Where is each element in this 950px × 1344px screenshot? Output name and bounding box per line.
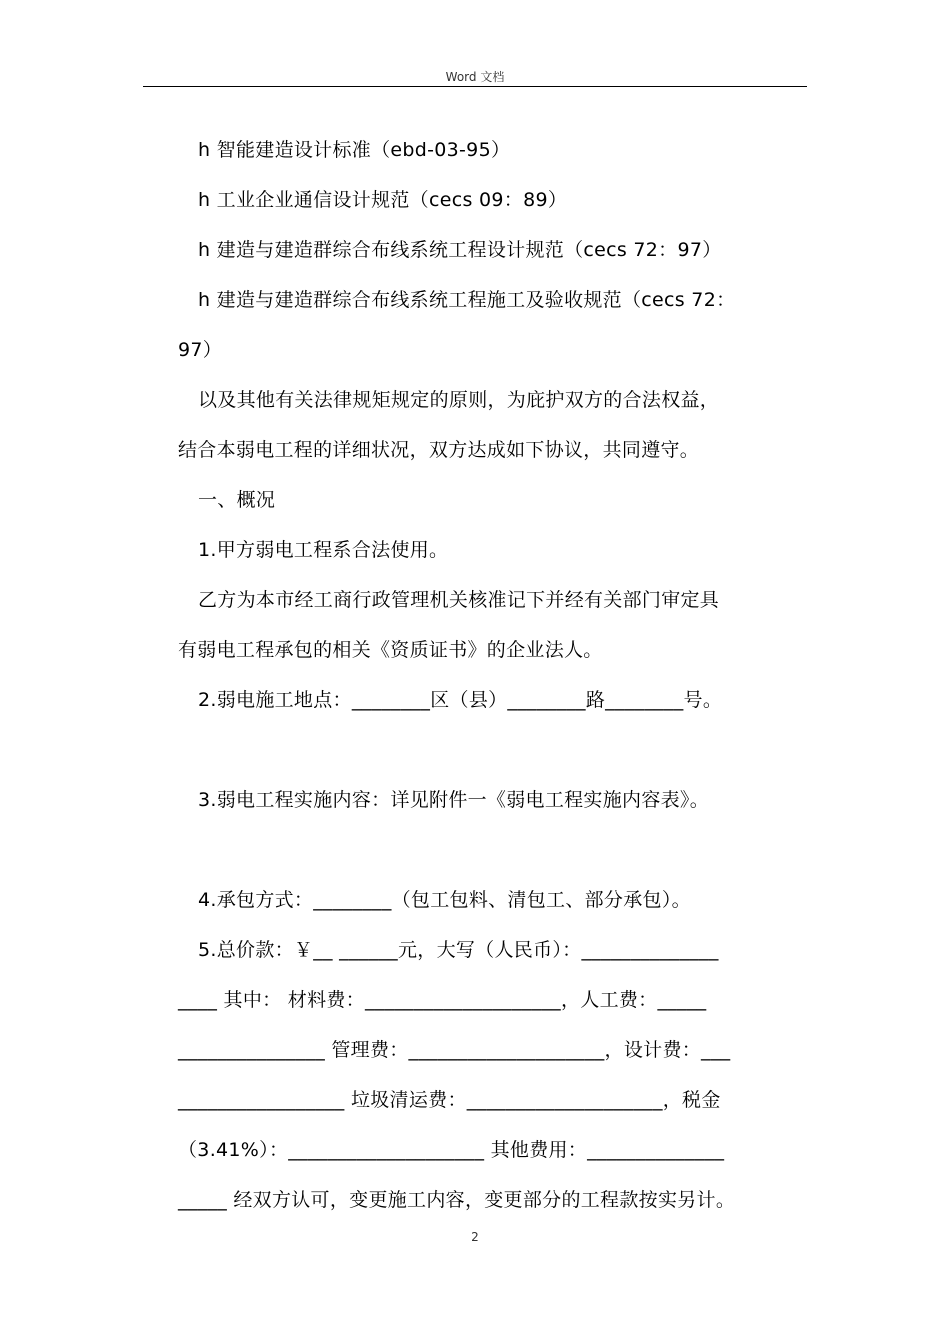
page-header-title: Word 文档 [445, 70, 505, 84]
clause-5-cont-5: _____ 经双方认可，变更施工内容，变更部分的工程款按实另计。 [178, 1189, 736, 1211]
clause-2: 2.弱电施工地点：________区（县）________路________号。 [198, 689, 723, 711]
clause-3: 3.弱电工程实施内容：详见附件一《弱电工程实施内容表》。 [198, 789, 710, 811]
clause-5-cont-4: （3.41%）：____________________ 其他费用：______________ [178, 1139, 725, 1161]
standard-line-2: h 工业企业通信设计规范（cecs 09：89） [198, 189, 568, 211]
clause-1-detail-1: 乙方为本市经工商行政管理机关核准记下并经有关部门审定具 [198, 589, 720, 611]
header-divider [143, 86, 807, 87]
standard-line-1: h 智能建造设计标准（ebd-03-95） [198, 139, 511, 161]
clause-1: 1.甲方弱电工程系合法使用。 [198, 539, 449, 561]
clause-4: 4.承包方式：________（包工包料、清包工、部分承包）。 [198, 889, 691, 911]
standard-line-4-cont: 97） [178, 339, 223, 361]
clause-5-cont-3: _________________ 垃圾清运费：____________________，税金 [178, 1089, 721, 1111]
clause-1-detail-2: 有弱电工程承包的相关《资质证书》的企业法人。 [178, 639, 603, 661]
paragraph-intro-1: 以及其他有关法律规矩规定的原则，为庇护双方的合法权益， [198, 389, 720, 411]
paragraph-intro-2: 结合本弱电工程的详细状况，双方达成如下协议，共同遵守。 [178, 439, 700, 461]
standard-line-3: h 建造与建造群综合布线系统工程设计规范（cecs 72：97） [198, 239, 722, 261]
standard-line-4: h 建造与建造群综合布线系统工程施工及验收规范（cecs 72： [198, 289, 736, 311]
clause-5-cont-1: ____ 其中： 材料费：____________________，人工费：_____ [178, 989, 707, 1011]
clause-5-cont-2: _______________ 管理费：____________________，设计费：___ [178, 1039, 731, 1061]
clause-5: 5.总价款：￥__ ______元，大写（人民币）：______________ [198, 939, 719, 961]
section-heading: 一、概况 [198, 489, 276, 511]
page-number: 2 [471, 1230, 479, 1244]
